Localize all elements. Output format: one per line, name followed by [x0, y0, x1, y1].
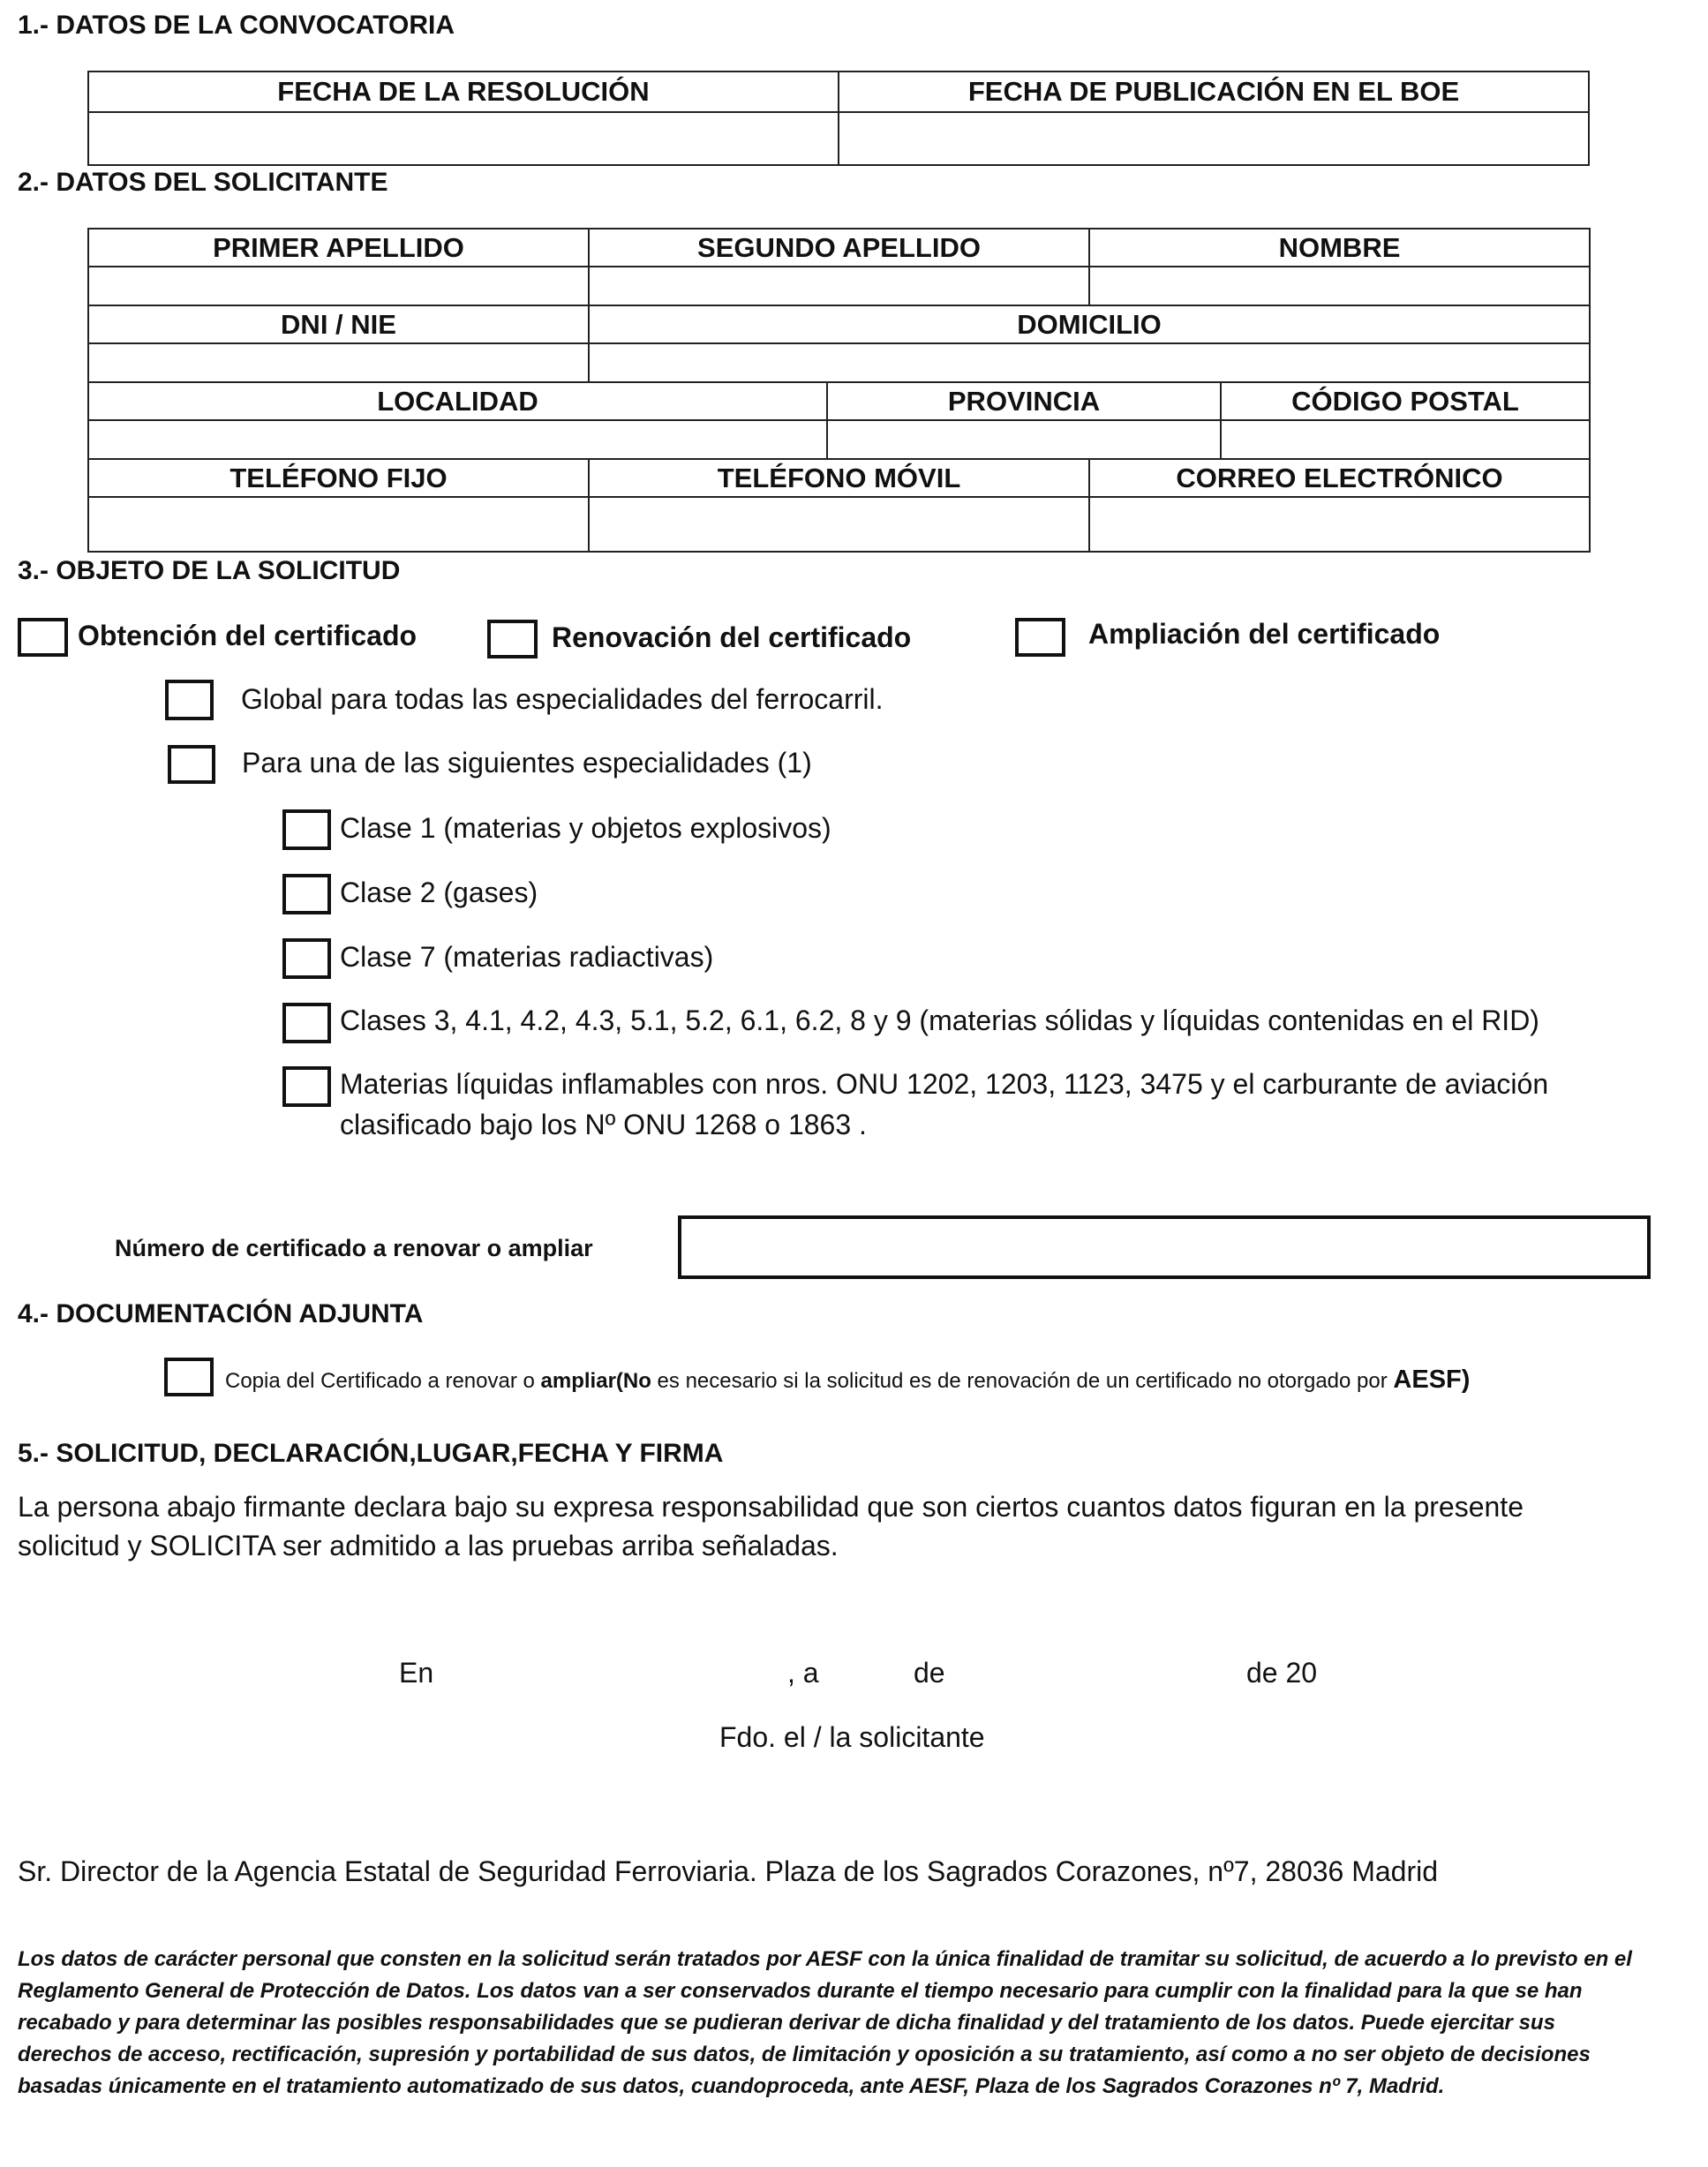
anio-input[interactable]	[1324, 1652, 1398, 1693]
telefono-movil-cell	[589, 497, 1089, 552]
ampliacion-checkbox[interactable]	[1015, 618, 1065, 657]
obtencion-checkbox[interactable]	[18, 618, 68, 657]
declaration-line-2: solicitud y SOLICITA ser admitido a las pruebas arriba señaladas.	[18, 1530, 839, 1561]
ampliacion-label: Ampliación del certificado	[1088, 618, 1441, 650]
clase-1-checkbox[interactable]	[282, 809, 331, 850]
header-provincia: PROVINCIA	[827, 382, 1221, 420]
header-fecha-boe: FECHA DE PUBLICACIÓN EN EL BOE	[839, 71, 1589, 112]
solicitante-table-row2	[87, 305, 1591, 383]
place-en: En	[399, 1657, 434, 1689]
declaration-line-1: La persona abajo firmante declara bajo su expresa responsabilidad que son ciertos cuantos datos figuran en la presente	[18, 1491, 1524, 1523]
renovacion-label: Renovación del certificado	[552, 621, 912, 653]
header-nombre: NOMBRE	[1089, 229, 1590, 267]
telefono-fijo-cell	[88, 497, 589, 552]
especialidad-checkbox[interactable]	[168, 745, 215, 784]
place-de20: de 20	[1246, 1657, 1318, 1689]
solicitante-table-row1	[87, 228, 1591, 306]
fecha-resolucion-cell	[88, 112, 839, 165]
primer-apellido-input[interactable]	[89, 273, 588, 301]
domicilio-input[interactable]	[590, 350, 1589, 378]
nombre-cell	[1089, 267, 1590, 305]
dni-nie-cell	[88, 343, 589, 382]
lugar-input[interactable]	[441, 1652, 780, 1693]
header-dni-nie: DNI / NIE	[88, 305, 589, 343]
global-checkbox[interactable]	[165, 680, 214, 720]
copia-certificado-checkbox[interactable]	[164, 1358, 214, 1396]
segundo-apellido-input[interactable]	[590, 273, 1088, 301]
liquidos-checkbox[interactable]	[282, 1066, 331, 1107]
clases-varias-label: Clases 3, 4.1, 4.2, 4.3, 5.1, 5.2, 6.1, 6.2, 8 y 9 (materias sólidas y líquidas contenidas en el RID)	[340, 1004, 1539, 1036]
fecha-boe-cell	[839, 112, 1589, 165]
primer-apellido-cell	[88, 267, 589, 305]
section-3-title: 3.- OBJETO DE LA SOLICITUD	[18, 556, 401, 585]
header-segundo-apellido: SEGUNDO APELLIDO	[589, 229, 1089, 267]
liquidos-label-line2: clasificado bajo los Nº ONU 1268 o 1863 .	[340, 1109, 867, 1140]
header-fecha-resolucion: FECHA DE LA RESOLUCIÓN	[88, 71, 839, 112]
clase-7-checkbox[interactable]	[282, 938, 331, 979]
legal-line-5: basadas únicamente en el tratamiento automatizado de sus datos, cuandoproceda, ante AESF, Plaza de los Sagrados Corazones nº 7, Madrid.	[18, 2074, 1445, 2098]
legal-notice	[18, 1944, 1695, 2103]
header-primer-apellido: PRIMER APELLIDO	[88, 229, 589, 267]
header-domicilio: DOMICILIO	[589, 305, 1590, 343]
correo-cell	[1089, 497, 1590, 552]
provincia-cell	[827, 420, 1221, 459]
copia-certificado-label	[225, 1366, 1470, 1395]
solicitante-table-row4	[87, 458, 1591, 553]
nombre-input[interactable]	[1090, 273, 1589, 301]
legal-line-4: derechos de acceso, rectificación, supresión y portabilidad de sus datos, de limitación y oposición a su tratamiento, así como a no ser objeto de decisiones	[18, 2043, 1591, 2066]
addressee: Sr. Director de la Agencia Estatal de Seguridad Ferroviaria. Plaza de los Sagrados Corazones, nº7, 28036 Madrid	[18, 1855, 1439, 1887]
clase-1-label: Clase 1 (materias y objetos explosivos)	[340, 812, 831, 844]
localidad-cell	[88, 420, 827, 459]
legal-line-2: Reglamento General de Protección de Datos. Los datos van a ser conservados durante el tiempo necesario para cumplir con la finalidad para la que se han	[18, 1979, 1583, 2003]
section-4-title: 4.- DOCUMENTACIÓN ADJUNTA	[18, 1299, 424, 1328]
clase-7-label: Clase 7 (materias radiactivas)	[340, 941, 714, 973]
place-de: de	[914, 1657, 945, 1689]
telefono-fijo-input[interactable]	[89, 511, 588, 539]
legal-line-1: Los datos de carácter personal que consten en la solicitud serán tratados por AESF con la única finalidad de tramitar su solicitud, de acuerdo a lo previsto en el	[18, 1947, 1632, 1971]
codigo-postal-input[interactable]	[1222, 426, 1589, 455]
header-telefono-fijo: TELÉFONO FIJO	[88, 459, 589, 497]
clase-2-label: Clase 2 (gases)	[340, 877, 538, 908]
section-5-title: 5.- SOLICITUD, DECLARACIÓN,LUGAR,FECHA Y FIRMA	[18, 1439, 724, 1468]
domicilio-cell	[589, 343, 1590, 382]
renovacion-checkbox[interactable]	[487, 620, 538, 658]
correo-input[interactable]	[1090, 511, 1589, 539]
fecha-boe-input[interactable]	[839, 125, 1588, 154]
global-label: Global para todas las especialidades del ferrocarril.	[241, 683, 884, 715]
dni-nie-input[interactable]	[89, 350, 588, 378]
convocatoria-table	[87, 71, 1590, 166]
mes-input[interactable]	[962, 1652, 1239, 1693]
fecha-resolucion-input[interactable]	[89, 125, 838, 154]
header-codigo-postal: CÓDIGO POSTAL	[1221, 382, 1590, 420]
codigo-postal-cell	[1221, 420, 1590, 459]
cert-number-input[interactable]	[678, 1215, 1651, 1279]
dia-input[interactable]	[834, 1652, 908, 1693]
copia-end: AESF)	[1393, 1366, 1471, 1394]
especialidad-label: Para una de las siguientes especialidades (1)	[242, 747, 812, 779]
obtencion-label: Obtención del certificado	[78, 620, 418, 651]
copia-bold: ampliar(No	[540, 1369, 651, 1393]
signature-label: Fdo. el / la solicitante	[719, 1721, 985, 1753]
copia-prefix: Copia del Certificado a renovar o	[225, 1369, 541, 1393]
solicitante-table-row3	[87, 381, 1591, 460]
liquidos-label-line1: Materias líquidas inflamables con nros. ONU 1202, 1203, 1123, 3475 y el carburante de aviación	[340, 1068, 1549, 1100]
telefono-movil-input[interactable]	[590, 511, 1088, 539]
copia-middle: es necesario si la solicitud es de renovación de un certificado no otorgado por	[651, 1369, 1394, 1393]
legal-line-3: recabado y para determinar las posibles responsabilidades que se pudieran derivar de dicha finalidad y del tratamiento de los datos. Puede ejercitar sus	[18, 2011, 1555, 2035]
cert-number-label: Número de certificado a renovar o ampliar	[115, 1235, 593, 1261]
header-telefono-movil: TELÉFONO MÓVIL	[589, 459, 1089, 497]
section-2-title: 2.- DATOS DEL SOLICITANTE	[18, 168, 388, 197]
provincia-input[interactable]	[828, 426, 1220, 455]
clases-varias-checkbox[interactable]	[282, 1003, 331, 1043]
segundo-apellido-cell	[589, 267, 1089, 305]
clase-2-checkbox[interactable]	[282, 874, 331, 914]
header-correo: CORREO ELECTRÓNICO	[1089, 459, 1590, 497]
header-localidad: LOCALIDAD	[88, 382, 827, 420]
section-1-title: 1.- DATOS DE LA CONVOCATORIA	[18, 11, 455, 40]
localidad-input[interactable]	[89, 426, 826, 455]
place-a: , a	[787, 1657, 819, 1689]
